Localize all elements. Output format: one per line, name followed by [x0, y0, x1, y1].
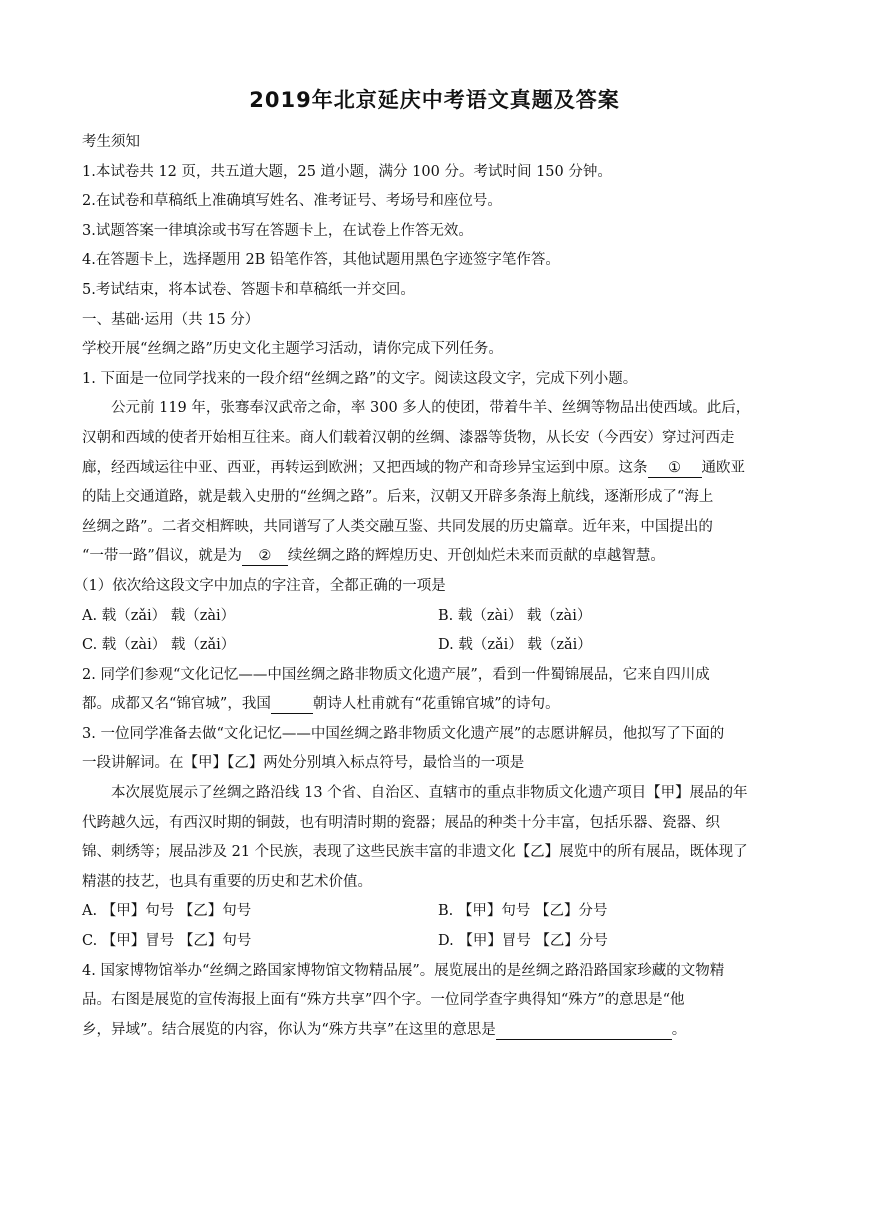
answer-blank-dynasty[interactable]: [271, 695, 313, 714]
passage-text: 廊，经西域运往中亚、西亚，再转运到欧洲；又把西域的物产和奇珍异宝运到中原。这条: [82, 459, 648, 476]
options-row: [82, 927, 782, 957]
passage-line: [82, 542, 782, 572]
question-text: 。: [671, 1021, 687, 1038]
passage-line: 汉朝和西域的使者开始相互往来。商人们载着汉朝的丝绸、漆器等货物，从长安（今西安）穿过河西走: [82, 429, 735, 446]
passage-text: 续丝绸之路的辉煌历史、开创灿烂未来而贡献的卓越智慧。: [287, 548, 665, 565]
option-c[interactable]: C. 载（zài） 载（zǎi）: [82, 637, 236, 654]
page-title: 2019年北京延庆中考语文真题及答案: [249, 88, 620, 112]
notice-item: 2.在试卷和草稿纸上准确填写姓名、准考证号、考场号和座位号。: [82, 193, 502, 210]
answer-blank-2[interactable]: ②: [242, 547, 288, 566]
option-a[interactable]: A. 【甲】句号 【乙】句号: [82, 903, 252, 920]
notice-item: 4.在答题卡上，选择题用 2B 铅笔作答，其他试题用黑色字迹签字笔作答。: [82, 252, 560, 269]
passage-line: 本次展览展示了丝绸之路沿线 13 个省、自治区、直辖市的重点非物质文化遗产项目【甲】展品的年: [111, 785, 748, 802]
section-heading: 一、基础·运用（共 15 分）: [82, 311, 260, 328]
option-b[interactable]: B. 【甲】句号 【乙】分号: [438, 903, 608, 920]
options-row: [82, 631, 782, 661]
question-4-line: 4. 国家博物馆举办“丝绸之路国家博物馆文物精品展”。展览展出的是丝绸之路沿路国家珍藏的文物精: [82, 962, 725, 979]
option-d[interactable]: D. 载（zǎi） 载（zǎi）: [438, 637, 592, 654]
notice-item: 3.试题答案一律填涂或书写在答题卡上，在试卷上作答无效。: [82, 222, 473, 239]
passage-text: “一带一路”倡议，就是为: [82, 548, 242, 565]
notice-item: 1.本试卷共 12 页，共五道大题，25 道小题，满分 100 分。考试时间 150 分钟。: [82, 163, 612, 180]
passage-line: 锦、刺绣等；展品涉及 21 个民族，表现了这些民族丰富的非遗文化【乙】展览中的所有展品，既体现了: [82, 844, 748, 861]
notice-item: 5.考试结束，将本试卷、答题卡和草稿纸一并交回。: [82, 281, 415, 298]
passage-line: 丝绸之路”。二者交相辉映，共同谱写了人类交融互鉴、共同发展的历史篇章。近年来，中国提出的: [82, 518, 713, 535]
passage-text: 通欧亚: [701, 459, 745, 476]
question-4-line: 品。右图是展览的宣传海报上面有“殊方共享”四个字。一位同学查字典得知“殊方”的意思是“他: [82, 992, 685, 1009]
option-b[interactable]: B. 载（zài） 载（zài）: [438, 607, 592, 624]
exam-body: [74, 128, 782, 1045]
answer-blank-1[interactable]: ①: [648, 459, 702, 478]
section-intro: 学校开展“丝绸之路”历史文化主题学习活动，请你完成下列任务。: [82, 341, 503, 358]
option-a[interactable]: A. 载（zǎi） 载（zài）: [82, 607, 236, 624]
question-2-line: 2. 同学们参观“文化记忆——中国丝绸之路非物质文化遗产展”，看到一件蜀锦展品，它来自四川成: [82, 666, 710, 683]
passage-line: 精湛的技艺，也具有重要的历史和艺术价值。: [82, 873, 372, 890]
answer-blank-meaning[interactable]: [496, 1021, 672, 1040]
question-4-line: [82, 1016, 782, 1046]
notice-heading: 考生须知: [82, 134, 140, 150]
sub-question-1: （1）依次给这段文字中加点的字注音，全都正确的一项是: [74, 577, 446, 594]
question-text: 乡，异域”。结合展览的内容，你认为“殊方共享”在这里的意思是: [82, 1021, 496, 1038]
passage-line: [82, 454, 782, 484]
passage-line: 代跨越久远，有西汉时期的铜鼓，也有明清时期的瓷器；展品的种类十分丰富，包括乐器、瓷器、织: [82, 814, 720, 831]
option-c[interactable]: C. 【甲】冒号 【乙】句号: [82, 933, 252, 950]
question-text: 朝诗人杜甫就有“花重锦官城”的诗句。: [312, 696, 560, 713]
option-d[interactable]: D. 【甲】冒号 【乙】分号: [438, 933, 608, 950]
question-2-line: [82, 690, 782, 720]
question-3-line: 3. 一位同学准备去做“文化记忆——中国丝绸之路非物质文化遗产展”的志愿讲解员，他拟写了下面的: [82, 725, 725, 742]
question-3-line: 一段讲解词。在【甲】【乙】两处分别填入标点符号，最恰当的一项是: [82, 755, 525, 772]
question-text: 都。成都又名“锦官城”，我国: [82, 696, 271, 713]
passage-line: 的陆上交通道路，就是载入史册的“丝绸之路”。后来，汉朝又开辟多条海上航线，逐渐形成了“海上: [82, 489, 714, 506]
question-1-stem: 1. 下面是一位同学找来的一段介绍“丝绸之路”的文字。阅读这段文字，完成下列小题。: [82, 370, 638, 387]
options-row: [82, 602, 782, 632]
options-row: [82, 897, 782, 927]
passage-line: 公元前 119 年，张骞奉汉武帝之命，率 300 多人的使团，带着牛羊、丝绸等物品出使西域。此后，: [111, 400, 751, 417]
